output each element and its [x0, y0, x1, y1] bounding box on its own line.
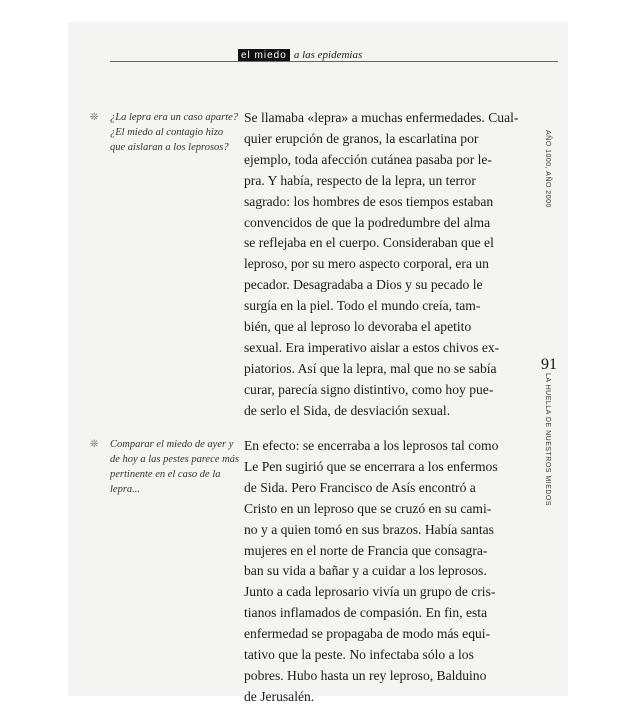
text-line: tianos inflamados de compasión. En fin, esta — [244, 605, 488, 621]
side-title-bottom: LA HUELLA DE NUESTROS MIEDOS — [544, 373, 551, 507]
margin-question-1 — [90, 110, 240, 155]
text-line: En efecto: se encerraba a los leprosos tal como — [244, 438, 499, 453]
text-line: de Sida. Pero Francisco de Asís encontró a — [244, 479, 476, 495]
text-line: piatorios. Así que la lepra, mal que no se sabía — [244, 360, 497, 376]
text-line: leproso, por su mero aspecto corporal, era un — [244, 256, 489, 272]
header-box: el miedo — [238, 49, 290, 62]
text-line: se reflejaba en el cuerpo. Consideraban que el — [244, 235, 494, 251]
question-text: Comparar el miedo de ayer y de hoy a las pestes parece más pertinente en el caso de la lepra... — [110, 439, 240, 495]
text-line: de Jerusalén. — [244, 688, 315, 704]
side-title-top: AÑO 1000, AÑO 2000 — [544, 130, 551, 208]
text-line: curar, parecía signo distintivo, como hoy pue- — [244, 381, 494, 397]
text-line: tativo que la peste. No infectaba sólo a los — [244, 647, 474, 663]
running-header — [238, 48, 362, 62]
text-line: ejemplo, toda afección cutánea pasaba por le- — [244, 151, 492, 167]
header-rule — [110, 61, 558, 62]
text-line: convencidos de que la podredumbre del alma — [244, 214, 491, 230]
text-line: pra. Y había, respecto de la lepra, un terror — [244, 172, 476, 188]
text-line: Cristo en un leproso que se cruzó en su cami- — [244, 500, 492, 516]
paragraph-1 — [244, 108, 518, 422]
margin-question-2 — [90, 437, 240, 497]
text-line: mujeres en el norte de Francia que consagra- — [244, 542, 488, 558]
bullet-icon: ❊ — [90, 112, 99, 123]
text-line: de serlo el Sida, de desviación sexual. — [244, 402, 451, 418]
text-line: sexual. Era imperativo aislar a estos chivos ex- — [244, 339, 500, 355]
text-line: bién, que al leproso lo devoraba el apetito — [244, 319, 472, 335]
text-line: enfermedad se propagaba de modo más equi- — [244, 626, 491, 642]
page-number: 91 — [541, 356, 557, 373]
text-line: sagrado: los hombres de esos tiempos estaban — [244, 193, 494, 209]
text-line: Se llamaba «lepra» a muchas enfermedades. Cual- — [244, 110, 519, 125]
text-line: Le Pen sugirió que se encerrara a los enfermos — [244, 458, 498, 474]
text-line: no y a quien tomó en sus brazos. Había santas — [244, 521, 494, 537]
question-text: ¿La lepra era un caso aparte? ¿El miedo al contagio hizo que aislaran a los leprosos? — [110, 112, 239, 153]
text-line: surgía en la piel. Todo el mundo creía, tam- — [244, 298, 481, 314]
text-line: pecador. Desagradaba a Dios y su pecado le — [244, 277, 483, 293]
text-line: pobres. Hubo hasta un rey leproso, Balduino — [244, 667, 487, 683]
header-subtitle: a las epidemias — [293, 49, 363, 61]
paragraph-2 — [244, 436, 498, 708]
text-line: quier erupción de granos, la escarlatina por — [244, 130, 479, 146]
text-line: ban su vida a bañar y a cuidar a los leprosos. — [244, 563, 487, 579]
side-running-title — [544, 130, 558, 520]
bullet-icon: ❊ — [90, 439, 99, 450]
text-line: Junto a cada leprosario vivía un grupo de cris- — [244, 584, 496, 600]
